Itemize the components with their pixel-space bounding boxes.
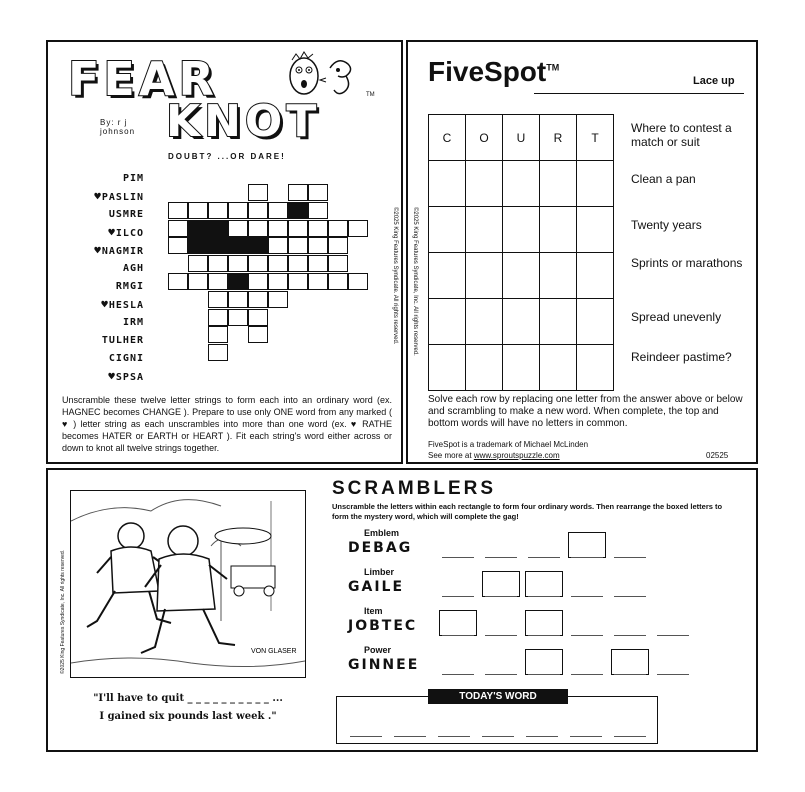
- grid-cell[interactable]: [288, 220, 308, 237]
- five-spot-cell[interactable]: [503, 253, 540, 299]
- letter-string-0: [78, 170, 144, 188]
- five-spot-cell[interactable]: [540, 161, 577, 207]
- title-rule: [534, 93, 744, 94]
- scrambler-clue-2: Item: [364, 606, 383, 616]
- scrambler-clue-1: Limber: [364, 567, 395, 577]
- grid-cell[interactable]: [308, 273, 328, 290]
- five-spot-cell[interactable]: [429, 345, 466, 391]
- fear-knot-grid[interactable]: [168, 184, 368, 374]
- five-spot-cell[interactable]: [429, 299, 466, 345]
- grid-cell[interactable]: [208, 344, 228, 361]
- cartoon-signature: VON GLASER: [251, 648, 297, 655]
- grid-cell[interactable]: [328, 220, 348, 237]
- letter-string-text: ILCO: [115, 228, 144, 239]
- five-spot-clue-1: Clean a pan: [631, 172, 696, 186]
- grid-cell[interactable]: [328, 237, 348, 254]
- fear-knot-copyright: ©2025 King Features Syndicate. All rights reserved.: [392, 207, 398, 345]
- letter-string-text: USMRE: [108, 209, 144, 220]
- answer-box[interactable]: [439, 610, 477, 636]
- grid-cell[interactable]: [248, 326, 268, 343]
- five-spot-row: [429, 115, 614, 161]
- grid-block: [208, 237, 228, 254]
- letter-string-text: TULHER: [101, 335, 144, 346]
- grid-cell[interactable]: [168, 220, 188, 237]
- letter-string-text: PIM: [122, 173, 144, 184]
- grid-cell[interactable]: [348, 220, 368, 237]
- grid-cell[interactable]: [168, 237, 188, 254]
- five-spot-trademark-note: FiveSpot is a trademark of Michael McLinden: [428, 440, 589, 449]
- heart-icon: ♥: [101, 298, 109, 311]
- answer-box[interactable]: [568, 532, 606, 558]
- scrambler-clue-3: Power: [364, 645, 392, 655]
- five-spot-row: [429, 299, 614, 345]
- grid-cell[interactable]: [228, 255, 248, 272]
- five-spot-clue-0: Where to contest a match or suit: [631, 121, 732, 149]
- grid-cell[interactable]: [248, 255, 268, 272]
- letter-string-text: AGH: [122, 263, 144, 274]
- grid-cell[interactable]: [288, 184, 308, 201]
- grid-cell[interactable]: [188, 255, 208, 272]
- grid-cell[interactable]: [288, 255, 308, 272]
- heart-icon: ♥: [94, 244, 102, 257]
- five-spot-clue-5: Reindeer pastime?: [631, 350, 732, 364]
- caption-line2: I gained six pounds last week .": [99, 711, 277, 722]
- todays-word-blank[interactable]: [526, 735, 558, 737]
- five-spot-cell[interactable]: [540, 207, 577, 253]
- five-spot-cell[interactable]: [429, 207, 466, 253]
- answer-box[interactable]: [525, 610, 563, 636]
- five-spot-row: [429, 161, 614, 207]
- five-spot-cell[interactable]: [503, 299, 540, 345]
- grid-cell[interactable]: [188, 202, 208, 219]
- fear-knot-tagline: DOUBT? ...OR DARE!: [168, 152, 286, 161]
- letter-string-11: [78, 368, 144, 386]
- answer-blank[interactable]: [571, 595, 603, 597]
- sproutspuzzle-link[interactable]: www.sproutspuzzle.com: [473, 451, 560, 460]
- grid-cell[interactable]: [208, 202, 228, 219]
- cartoon-runners-icon: [71, 491, 305, 677]
- five-spot-instructions: Solve each row by replacing one letter from the answer above or below and scrambling to make a new word. When complete, the top and bottom words will have no letters in common.: [428, 394, 743, 429]
- todays-word-blank[interactable]: [350, 735, 382, 737]
- grid-cell[interactable]: [248, 273, 268, 290]
- grid-cell[interactable]: [248, 184, 268, 201]
- fear-knot-trademark: TM: [366, 92, 375, 98]
- grid-cell[interactable]: [228, 202, 248, 219]
- todays-word-blank[interactable]: [394, 735, 426, 737]
- answer-blank[interactable]: [528, 673, 560, 675]
- five-spot-cell[interactable]: [429, 161, 466, 207]
- grid-cell[interactable]: [268, 202, 288, 219]
- fear-knot-panel: [46, 40, 403, 464]
- five-spot-cell[interactable]: [577, 299, 614, 345]
- answer-blank[interactable]: [657, 634, 689, 636]
- grid-cell[interactable]: [228, 220, 248, 237]
- five-spot-cell[interactable]: [503, 161, 540, 207]
- letter-string-1: [78, 188, 144, 206]
- five-spot-cell[interactable]: [466, 299, 503, 345]
- grid-cell[interactable]: [268, 273, 288, 290]
- grid-cell[interactable]: [248, 291, 268, 308]
- answer-blank[interactable]: [528, 634, 560, 636]
- scramblers-panel: [46, 468, 758, 752]
- five-spot-cell[interactable]: U: [503, 115, 540, 161]
- todays-word-label: TODAY'S WORD: [428, 689, 568, 704]
- grid-cell[interactable]: [208, 273, 228, 290]
- grid-cell[interactable]: [268, 255, 288, 272]
- five-spot-cell[interactable]: [466, 161, 503, 207]
- five-spot-panel: [406, 40, 758, 464]
- letter-string-9: [78, 332, 144, 350]
- five-spot-cell[interactable]: [577, 161, 614, 207]
- letter-string-text: HESLA: [108, 300, 144, 311]
- answer-blank[interactable]: [442, 556, 474, 558]
- five-spot-cell[interactable]: [540, 299, 577, 345]
- letter-string-4: [78, 242, 144, 260]
- scrambler-word-3: GINNEE: [348, 657, 420, 673]
- five-spot-cell[interactable]: [503, 207, 540, 253]
- letter-string-8: [78, 314, 144, 332]
- five-spot-cell[interactable]: C: [429, 115, 466, 161]
- letter-string-7: [78, 296, 144, 314]
- five-spot-cell[interactable]: [577, 345, 614, 391]
- grid-cell[interactable]: [328, 273, 348, 290]
- five-spot-cell[interactable]: [540, 253, 577, 299]
- grid-cell[interactable]: [228, 291, 248, 308]
- grid-cell[interactable]: [188, 273, 208, 290]
- scrambler-word-1: GAILE: [348, 579, 405, 595]
- heart-icon: ♥: [108, 226, 116, 239]
- grid-cell[interactable]: [248, 202, 268, 219]
- heart-icon: ♥: [94, 190, 102, 203]
- grid-cell[interactable]: [348, 273, 368, 290]
- see-more-prefix: See more at: [428, 451, 474, 460]
- scrambler-word-0: DEBAG: [348, 540, 413, 556]
- answer-blank[interactable]: [442, 595, 474, 597]
- letter-string-text: NAGMIR: [101, 246, 144, 257]
- five-spot-row: [429, 345, 614, 391]
- answer-box[interactable]: [525, 571, 563, 597]
- grid-block: [208, 220, 228, 237]
- five-spot-row: [429, 207, 614, 253]
- answer-blank[interactable]: [571, 673, 603, 675]
- letter-string-text: SPSA: [115, 372, 144, 383]
- todays-word-blank[interactable]: [482, 735, 514, 737]
- grid-cell[interactable]: [168, 273, 188, 290]
- answer-blank[interactable]: [442, 634, 474, 636]
- letter-string-6: [78, 278, 144, 296]
- five-spot-cell[interactable]: [466, 253, 503, 299]
- grid-cell[interactable]: [308, 237, 328, 254]
- byline-line2: johnson: [100, 127, 136, 136]
- scrambler-word-2: JOBTEC: [348, 618, 418, 634]
- scrambler-clue-0: Emblem: [364, 528, 400, 538]
- five-spot-logo-text: FiveSpot: [428, 56, 547, 87]
- answer-blank[interactable]: [657, 673, 689, 675]
- grid-cell[interactable]: [228, 309, 248, 326]
- todays-word-blank[interactable]: [570, 735, 602, 737]
- grid-block: [248, 237, 268, 254]
- todays-word-blank[interactable]: [438, 735, 470, 737]
- todays-word-blank[interactable]: [614, 735, 646, 737]
- grid-cell[interactable]: [248, 220, 268, 237]
- grid-cell[interactable]: [208, 309, 228, 326]
- grid-cell[interactable]: [328, 255, 348, 272]
- grid-cell[interactable]: [308, 202, 328, 219]
- answer-box[interactable]: [482, 571, 520, 597]
- grid-cell[interactable]: [268, 291, 288, 308]
- five-spot-logo: [428, 56, 559, 88]
- letter-string-text: IRM: [122, 317, 144, 328]
- answer-blank[interactable]: [614, 556, 646, 558]
- five-spot-cell[interactable]: R: [540, 115, 577, 161]
- caption-line1: "I'll have to quit _ _ _ _ _ _ _ _ _ _ ...: [93, 693, 283, 704]
- answer-blank[interactable]: [442, 673, 474, 675]
- answer-blank[interactable]: [614, 634, 646, 636]
- five-spot-copyright: ©2025 King Features Syndicate, Inc. All rights reserved.: [412, 207, 418, 356]
- five-spot-cell[interactable]: [429, 253, 466, 299]
- grid-cell[interactable]: [208, 326, 228, 343]
- fear-knot-byline: [100, 118, 135, 136]
- five-spot-cell[interactable]: [540, 345, 577, 391]
- scramblers-instructions: Unscramble the letters within each rectangle to form four ordinary words. Then rearrange the boxed letters to form the mystery word, which will complete the gag!: [332, 502, 723, 521]
- five-spot-grid[interactable]: [428, 114, 614, 391]
- five-spot-cell[interactable]: [577, 207, 614, 253]
- grid-cell[interactable]: [208, 255, 228, 272]
- answer-blank[interactable]: [528, 595, 560, 597]
- heart-icon: ♥: [108, 370, 116, 383]
- grid-block: [188, 220, 208, 237]
- five-spot-cell[interactable]: [466, 207, 503, 253]
- grid-cell[interactable]: [208, 291, 228, 308]
- scramblers-title: SCRAMBLERS: [332, 478, 497, 499]
- letter-string-2: [78, 206, 144, 224]
- fear-knot-logo-fear: FEAR: [68, 52, 218, 106]
- answer-blank[interactable]: [485, 556, 517, 558]
- answer-box[interactable]: [525, 649, 563, 675]
- answer-blank[interactable]: [528, 556, 560, 558]
- answer-blank[interactable]: [485, 634, 517, 636]
- letter-string-list: [78, 170, 144, 386]
- answer-box[interactable]: [611, 649, 649, 675]
- letter-string-text: RMGI: [115, 281, 144, 292]
- grid-cell[interactable]: [288, 273, 308, 290]
- cartoon-frame: [70, 490, 306, 678]
- answer-blank[interactable]: [485, 595, 517, 597]
- grid-cell[interactable]: [308, 220, 328, 237]
- grid-cell[interactable]: [168, 202, 188, 219]
- letter-string-text: CIGNI: [108, 353, 144, 364]
- letter-string-text: PASLIN: [101, 192, 144, 203]
- grid-block: [228, 273, 248, 290]
- cartoon-caption: [70, 690, 306, 726]
- grid-cell[interactable]: [308, 184, 328, 201]
- cartoon-copyright: ©2025 King Features Syndicate, Inc. All rights reserved.: [60, 549, 66, 674]
- five-spot-see-more: [428, 451, 560, 460]
- letter-string-10: [78, 350, 144, 368]
- grid-block: [188, 237, 208, 254]
- grid-cell[interactable]: [308, 255, 328, 272]
- byline-line1: By: r j: [100, 118, 128, 127]
- answer-blank[interactable]: [485, 673, 517, 675]
- fear-knot-logo-knot: KNOT: [166, 96, 321, 147]
- answer-blank[interactable]: [614, 595, 646, 597]
- five-spot-cell[interactable]: [577, 253, 614, 299]
- five-spot-cell[interactable]: O: [466, 115, 503, 161]
- answer-blank[interactable]: [614, 673, 646, 675]
- five-spot-clue-4: Spread unevenly: [631, 310, 722, 324]
- answer-blank[interactable]: [571, 556, 603, 558]
- grid-cell[interactable]: [288, 237, 308, 254]
- letter-string-3: [78, 224, 144, 242]
- fear-knot-instructions: Unscramble these twelve letter strings to form each into an ordinary word (ex. HAGNEC becomes CHANGE ). Prepare to use only ONE word from any marked ( ♥ ) letter string as each unscrambles into more than one word (ex. ♥ RATHE becomes HATER or EARTH or HEART ). Fit each string's word either across or down to knot all twelve strings together.: [62, 395, 392, 453]
- letter-string-5: [78, 260, 144, 278]
- grid-cell[interactable]: [248, 309, 268, 326]
- five-spot-row: [429, 253, 614, 299]
- answer-blank[interactable]: [571, 634, 603, 636]
- five-spot-cell[interactable]: [503, 345, 540, 391]
- five-spot-clue-2: Twenty years: [631, 218, 702, 232]
- five-spot-subtitle: Lace up: [693, 75, 735, 87]
- five-spot-cell[interactable]: [466, 345, 503, 391]
- grid-block: [288, 202, 308, 219]
- faces-illustration-icon: [284, 48, 364, 104]
- five-spot-code: 02525: [706, 451, 729, 460]
- five-spot-clue-3: Sprints or marathons: [631, 256, 743, 270]
- grid-cell[interactable]: [268, 220, 288, 237]
- grid-block: [228, 237, 248, 254]
- five-spot-cell[interactable]: T: [577, 115, 614, 161]
- five-spot-trademark: TM: [546, 62, 560, 73]
- grid-cell[interactable]: [268, 237, 288, 254]
